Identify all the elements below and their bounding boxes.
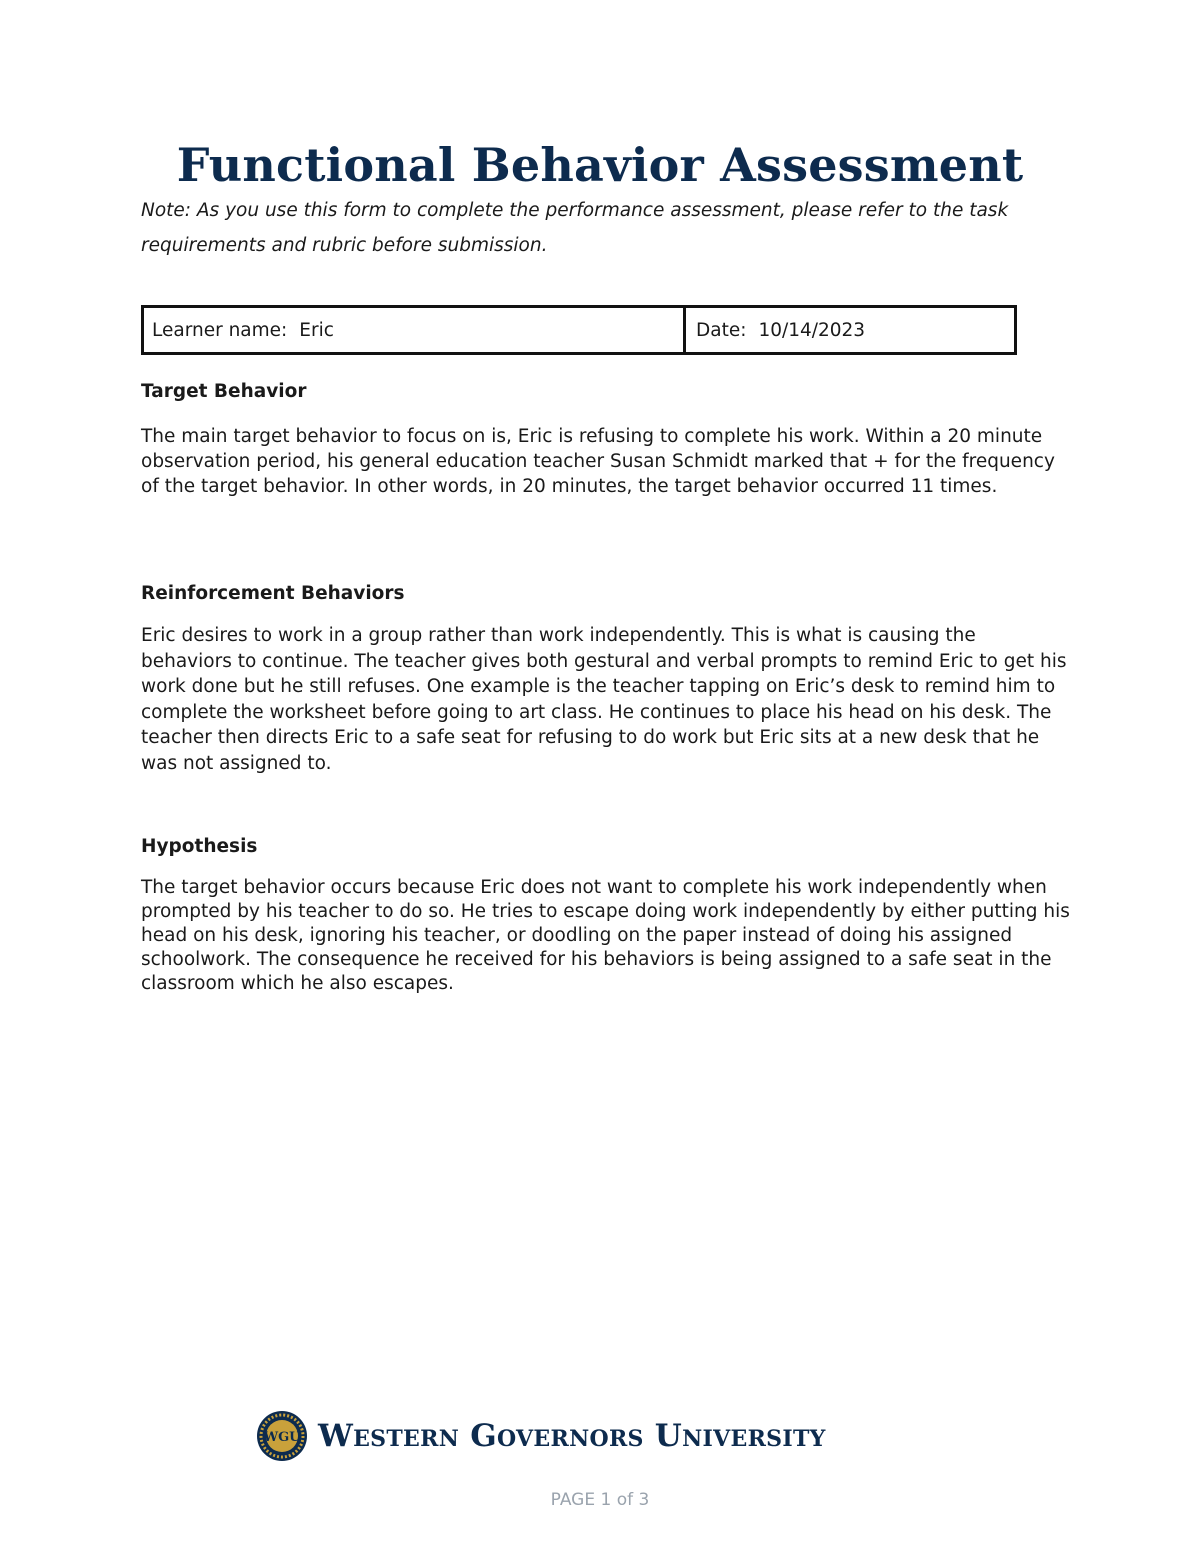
hypothesis-heading: Hypothesis	[141, 836, 258, 857]
target-behavior-text: The main target behavior to focus on is, Eric is refusing to complete his work. Within a 20 minute observation period, his general education teacher Susan Schmidt marked that + for the frequency of the target behavior. In other words, in 20 minutes, the target behavior occurred 11 times.	[141, 426, 1055, 497]
date-cell	[686, 308, 1014, 352]
page-number: PAGE 1 of 3	[550, 1490, 650, 1510]
target-behavior-heading: Target Behavior	[141, 381, 307, 402]
learner-name-label: Learner name:	[152, 319, 288, 341]
learner-name-cell	[144, 308, 686, 352]
university-logo	[256, 1406, 916, 1466]
instruction-note: Note: As you use this form to complete the performance assessment, please refer to the task requirements and rubric before submission.	[141, 200, 1009, 256]
university-name: Western Governors University	[318, 1418, 826, 1454]
seal-monogram: WGU	[263, 1430, 301, 1445]
reinforcement-text: Eric desires to work in a group rather than work independently. This is what is causing the behaviors to continue. The teacher gives both gestural and verbal prompts to remind Eric to get his work done but he still refuses. One example is the teacher tapping on Eric’s desk to remind him to complete the worksheet before going to art class. He continues to place his head on his desk. The teacher then directs Eric to a safe seat for refusing to do work but Eric sits at a new desk that he was not assigned to.	[141, 625, 1067, 774]
date-value: 10/14/2023	[758, 319, 866, 341]
document-title: Functional Behavior Assessment	[176, 138, 1024, 192]
hypothesis-text: The target behavior occurs because Eric does not want to complete his work independently when prompted by his teacher to do so. He tries to escape doing work independently by either putting his head on his desk, ignoring his teacher, or doodling on the paper instead of doing his assigned schoolwork. The consequence he received for his behaviors is being assigned to a safe seat in the classroom which he also escapes.	[141, 877, 1070, 994]
university-seal-icon	[256, 1410, 308, 1462]
date-label: Date:	[696, 319, 747, 341]
learner-name-value: Eric	[299, 319, 334, 341]
learner-info-table	[141, 305, 1017, 355]
reinforcement-heading: Reinforcement Behaviors	[141, 583, 405, 604]
